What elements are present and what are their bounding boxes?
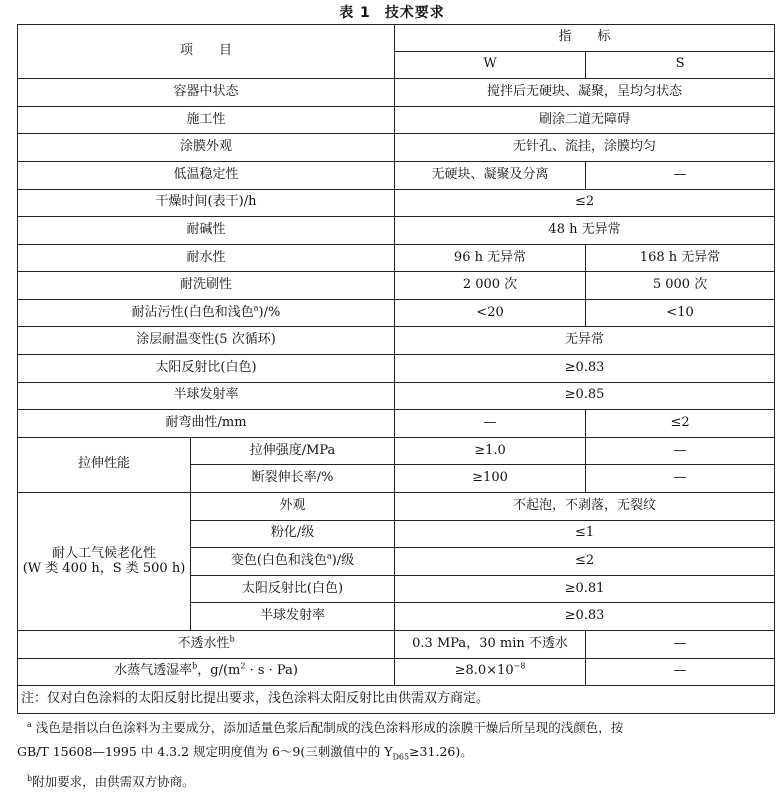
row-value: ≥0.81 (395, 575, 775, 603)
row-value-w (395, 658, 586, 686)
row-value-w: 96 h 无异常 (395, 244, 586, 272)
row-value-w: ≥100 (395, 465, 586, 493)
row-value: ≥0.83 (395, 355, 775, 383)
table-note: 注：仅对白色涂料的太阳反射比提出要求，浅色涂料太阳反射比由供需双方商定。 (18, 686, 775, 714)
row-item (18, 658, 395, 686)
sub-item: 断裂伸长率/% (191, 465, 395, 493)
row-value: 48 h 无异常 (395, 217, 775, 245)
sub-item-text: 变色(白色和浅色 (230, 553, 327, 569)
row-item: 容器中状态 (18, 79, 395, 107)
table-row (18, 437, 775, 465)
table-title (0, 2, 784, 24)
footnote-a-text3: ≥31.26)。 (409, 744, 473, 759)
footnote-a-line1 (17, 716, 774, 740)
row-item: 耐水性 (18, 244, 395, 272)
header-row (18, 25, 775, 52)
footnote-ref-b: b (229, 634, 235, 644)
table-row (18, 161, 775, 189)
footnote-b-mark: b (27, 773, 33, 783)
row-value: 不起泡，不剥落，无裂纹 (395, 493, 775, 521)
sub-item: 半球发射率 (191, 603, 395, 631)
table-row (18, 355, 775, 383)
footnote-b-text: 附加要求，由供需双方协商。 (32, 773, 195, 789)
footnote-a-line2 (17, 740, 774, 770)
row-item: 涂膜外观 (18, 134, 395, 162)
footnote-a-text: 浅色是指以白色涂料为主要成分，添加适量色浆后配制成的浅色涂料形成的涂膜干燥后所呈现的浅颜色，按 (31, 720, 624, 735)
row-value: ≤2 (395, 189, 775, 217)
row-value-s: ≤2 (586, 410, 775, 438)
sub-item: 拉伸强度/MPa (191, 437, 395, 465)
row-value-s: — (586, 437, 775, 465)
row-value: 无针孔、流挂，涂膜均匀 (395, 134, 775, 162)
row-item: 太阳反射比(白色) (18, 355, 395, 383)
row-item (18, 631, 395, 659)
row-value: ≥0.83 (395, 603, 775, 631)
table-caption: 技术要求 (384, 5, 445, 21)
row-value: ≥0.85 (395, 382, 775, 410)
table-row (18, 272, 775, 300)
table-number: 表 1 (339, 5, 371, 21)
unit-exponent: 2 (240, 662, 246, 672)
row-item: 耐弯曲性/mm (18, 410, 395, 438)
footnote-ref-a: a (253, 303, 259, 313)
table-row (18, 382, 775, 410)
row-value-w: ≥1.0 (395, 437, 586, 465)
row-item (18, 299, 395, 327)
row-value: 刷涂二道无障碍 (395, 106, 775, 134)
row-value: ≤2 (395, 548, 775, 576)
row-item: 干燥时间(表干)/h (18, 189, 395, 217)
row-item-text: 不透水性 (177, 635, 230, 651)
table-row (18, 299, 775, 327)
footnotes (17, 716, 774, 794)
table-row (18, 134, 775, 162)
group-tensile: 拉伸性能 (18, 437, 191, 492)
table-row (18, 493, 775, 521)
row-value-s: <10 (586, 299, 775, 327)
row-value-s: 5 000 次 (586, 272, 775, 300)
footnote-a-subscript: D65 (392, 752, 410, 762)
table-row (18, 79, 775, 107)
row-value-w: 无硬块、凝聚及分离 (395, 161, 586, 189)
row-item: 施工性 (18, 106, 395, 134)
row-value-s: — (586, 161, 775, 189)
row-item: 耐碱性 (18, 217, 395, 245)
technical-requirements-table (17, 24, 775, 714)
row-value-s: — (586, 465, 775, 493)
table-row (18, 658, 775, 686)
sub-item: 外观 (191, 493, 395, 521)
sub-item (191, 548, 395, 576)
row-item-text: 水蒸气透湿率 (114, 663, 193, 679)
row-value-s: — (586, 631, 775, 659)
unit-text: ，g/(m (197, 663, 241, 679)
table-row (18, 217, 775, 245)
row-item-unit: )/% (258, 304, 281, 320)
table-row (18, 410, 775, 438)
row-value-s: 168 h 无异常 (586, 244, 775, 272)
row-value: 无异常 (395, 327, 775, 355)
footnote-a-mark: a (27, 719, 32, 729)
row-item: 半球发射率 (18, 382, 395, 410)
row-item-text: 耐沾污性(白色和浅色 (131, 304, 254, 320)
row-value-w: <20 (395, 299, 586, 327)
sub-item: 粉化/级 (191, 520, 395, 548)
row-value-w: 2 000 次 (395, 272, 586, 300)
value-mantissa: ≥8.0×10 (454, 663, 514, 679)
footnote-ref-a: a (326, 551, 332, 561)
unit-text-tail: · s · Pa) (245, 663, 298, 679)
row-value: ≤1 (395, 520, 775, 548)
table-row (18, 631, 775, 659)
header-index: 指 标 (395, 25, 775, 52)
table-row (18, 244, 775, 272)
row-value-w: — (395, 410, 586, 438)
header-item: 项 目 (18, 25, 395, 79)
sub-item: 太阳反射比(白色) (191, 575, 395, 603)
table-row (18, 327, 775, 355)
table-row (18, 106, 775, 134)
group-aging (18, 493, 191, 631)
group-aging-line2: (W 类 400 h，S 类 500 h) (22, 560, 186, 576)
row-value-s: — (586, 658, 775, 686)
footnote-a-text2: GB/T 15608—1995 中 4.3.2 规定明度值为 6～9(三刺激值中的 Y (17, 744, 393, 759)
value-exponent: −8 (513, 662, 526, 672)
sub-item-unit: )/级 (331, 553, 355, 569)
row-item: 耐洗刷性 (18, 272, 395, 300)
row-item: 涂层耐温变性(5 次循环) (18, 327, 395, 355)
row-item: 低温稳定性 (18, 161, 395, 189)
row-value: 搅拌后无硬块、凝聚，呈均匀状态 (395, 79, 775, 107)
footnote-ref-b: b (192, 662, 198, 672)
header-col-w: W (395, 51, 586, 79)
header-col-s: S (586, 51, 775, 79)
table-row (18, 189, 775, 217)
group-aging-line1: 耐人工气候老化性 (51, 545, 156, 561)
note-row (18, 686, 775, 714)
row-value-w: 0.3 MPa，30 min 不透水 (395, 631, 586, 659)
